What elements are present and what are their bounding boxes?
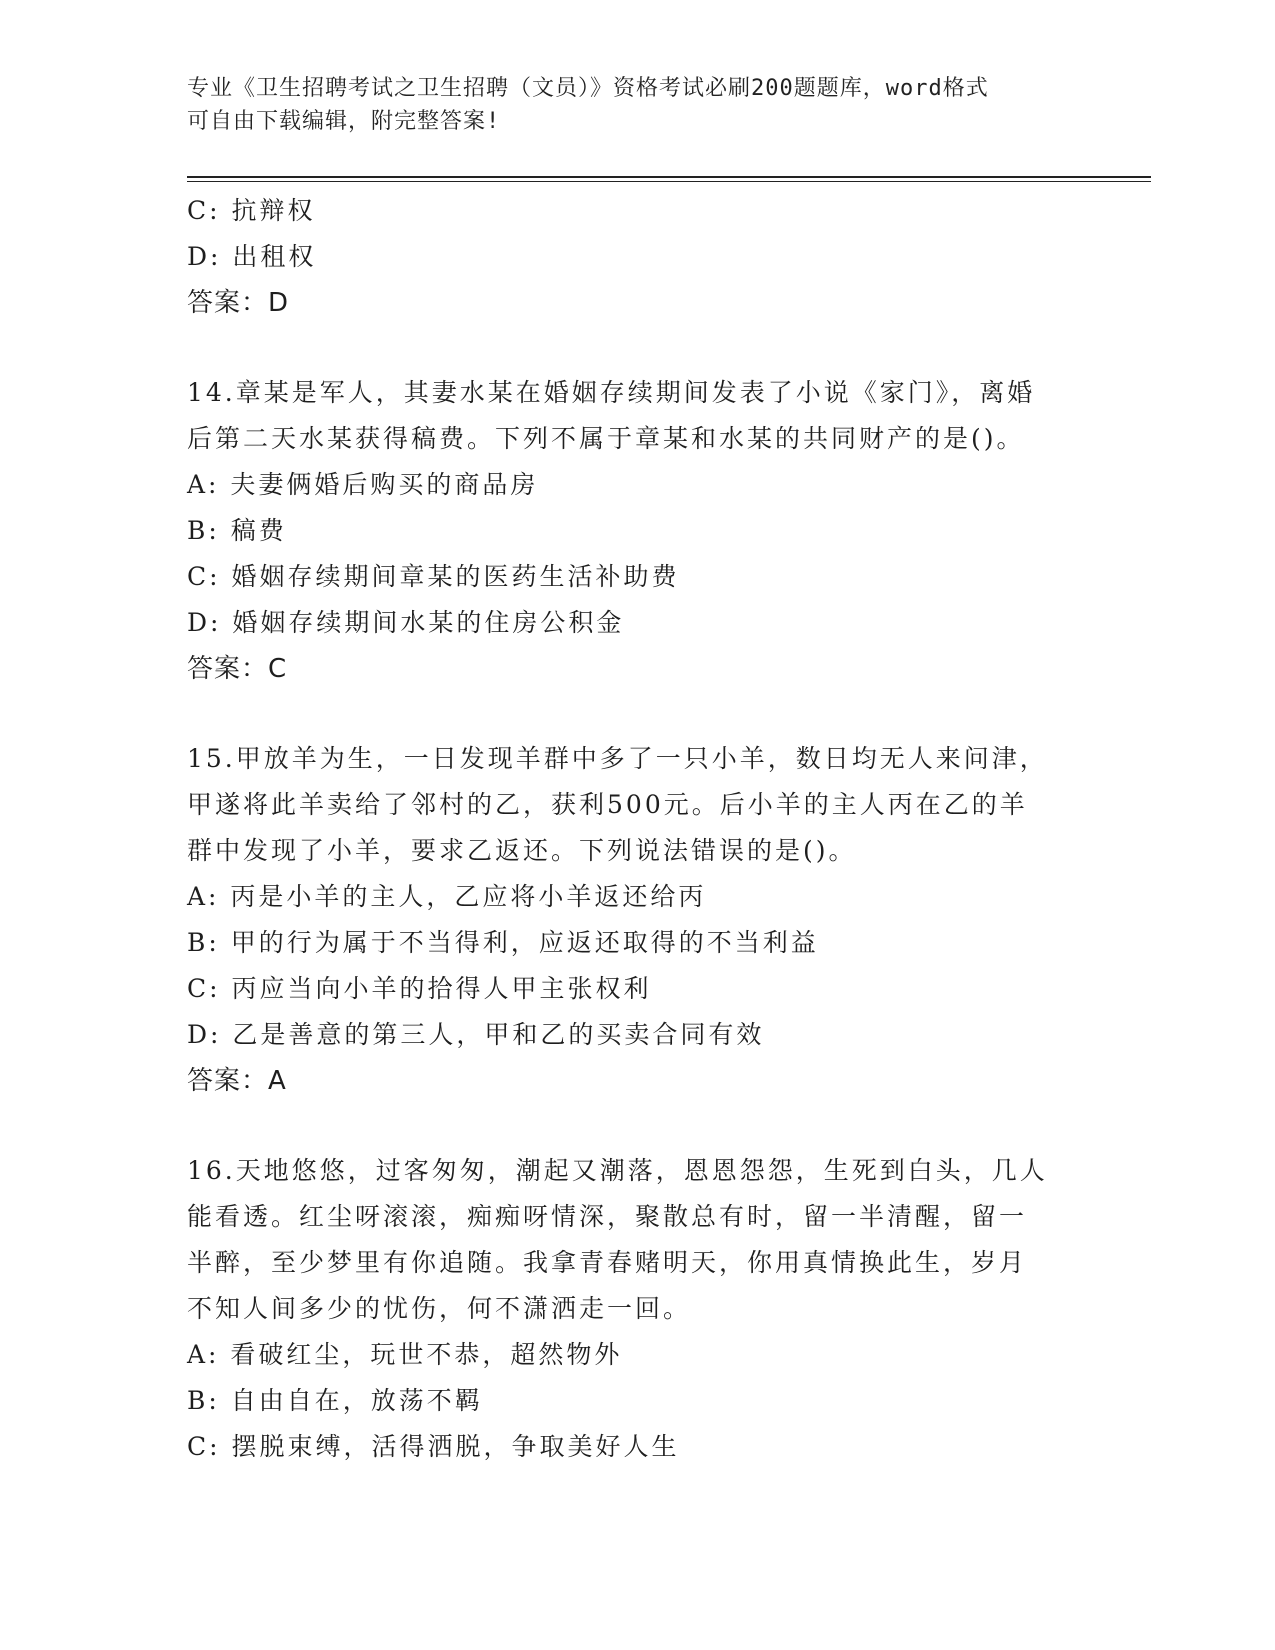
option-b: B: 稿费 xyxy=(187,516,287,545)
option-a: A: 看破红尘，玩世不恭，超然物外 xyxy=(187,1340,623,1369)
question-stem-line: 15.甲放羊为生，一日发现羊群中多了一只小羊，数日均无人来问津， xyxy=(187,744,1048,773)
answer-line: 答案：C xyxy=(187,654,288,684)
question-stem-line: 不知人间多少的忧伤，何不潇洒走一回。 xyxy=(187,1294,692,1323)
option-c: C: 婚姻存续期间章某的医药生活补助费 xyxy=(187,562,680,591)
question-stem-line: 能看透。红尘呀滚滚，痴痴呀情深，聚散总有时，留一半清醒，留一 xyxy=(187,1202,1028,1231)
header-divider-thick xyxy=(187,176,1151,178)
header-title-line-2: 可自由下载编辑，附完整答案! xyxy=(187,109,501,134)
question-stem-line: 后第二天水某获得稿费。下列不属于章某和水某的共同财产的是()。 xyxy=(187,424,1025,453)
question-stem-line: 群中发现了小羊，要求乙返还。下列说法错误的是()。 xyxy=(187,836,857,865)
question-15 xyxy=(187,736,1087,1104)
header-divider-thin xyxy=(187,181,1151,182)
question-13 xyxy=(187,188,1087,326)
question-stem-line: 14.章某是军人，其妻水某在婚姻存续期间发表了小说《家门》，离婚 xyxy=(187,378,1036,407)
question-stem-line: 16.天地悠悠，过客匆匆，潮起又潮落，恩恩怨怨，生死到白头，几人 xyxy=(187,1156,1048,1185)
page-header xyxy=(187,72,1087,138)
option-a: A: 丙是小羊的主人，乙应将小羊返还给丙 xyxy=(187,882,707,911)
option-b: B: 自由自在，放荡不羁 xyxy=(187,1386,483,1415)
option-b: B: 甲的行为属于不当得利，应返还取得的不当利益 xyxy=(187,928,819,957)
option-d: D: 乙是善意的第三人，甲和乙的买卖合同有效 xyxy=(187,1020,765,1049)
option-a: A: 夫妻俩婚后购买的商品房 xyxy=(187,470,539,499)
header-title-line-1: 专业《卫生招聘考试之卫生招聘（文员）》资格考试必刷200题题库，word格式 xyxy=(187,76,989,101)
option-c: C: 抗辩权 xyxy=(187,196,316,225)
option-d: D: 婚姻存续期间水某的住房公积金 xyxy=(187,608,625,637)
option-c: C: 摆脱束缚，活得洒脱，争取美好人生 xyxy=(187,1432,680,1461)
question-stem-line: 甲遂将此羊卖给了邻村的乙，获利500元。后小羊的主人丙在乙的羊 xyxy=(187,790,1028,819)
question-stem-line: 半醉，至少梦里有你追随。我拿青春赌明天，你用真情换此生，岁月 xyxy=(187,1248,1028,1277)
answer-line: 答案：A xyxy=(187,1066,287,1096)
question-16 xyxy=(187,1148,1087,1470)
question-list xyxy=(187,188,1087,1470)
answer-line: 答案：D xyxy=(187,288,290,318)
question-14 xyxy=(187,370,1087,692)
option-d: D: 出租权 xyxy=(187,242,317,271)
option-c: C: 丙应当向小羊的拾得人甲主张权利 xyxy=(187,974,652,1003)
